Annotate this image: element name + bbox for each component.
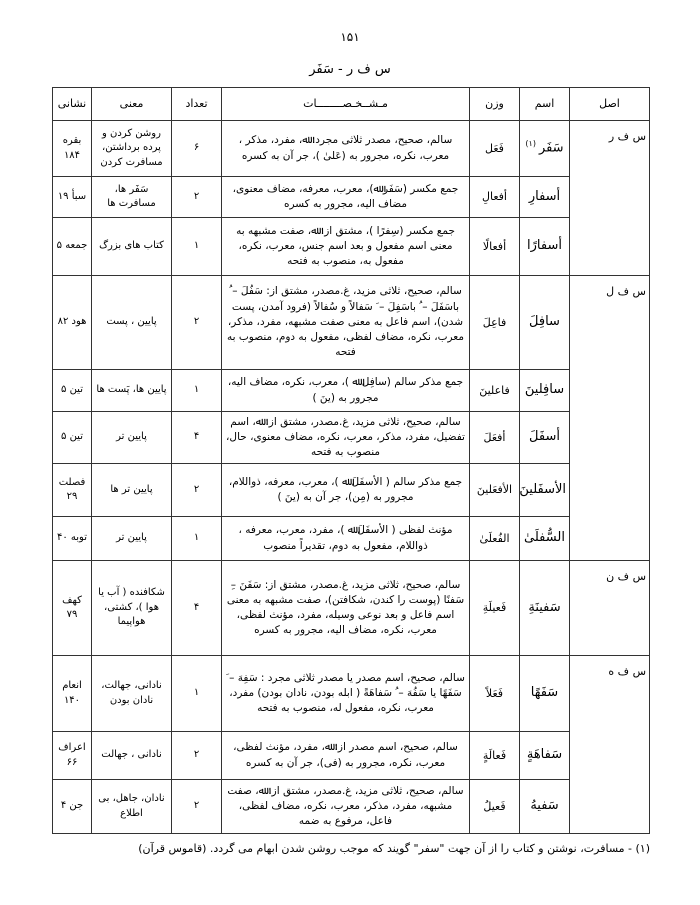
header-count: تعداد bbox=[172, 88, 222, 121]
page-number: ۱۵۱ bbox=[340, 30, 360, 44]
word-cell: سَفاهَةٍ bbox=[520, 732, 570, 780]
word-cell: سافِلینَ bbox=[520, 370, 570, 412]
description-cell: مؤنث لفظی ( الأسفَلَ ﷲ )، مفرد، معرب، معرفه ، ذواللام، مفعول به دوم، تقدیراً منصوب bbox=[222, 517, 470, 561]
table-row bbox=[53, 656, 650, 732]
table-row bbox=[53, 561, 650, 656]
table-row bbox=[53, 370, 650, 412]
pattern-cell: فَعَل bbox=[470, 121, 520, 177]
meaning-cell: روشن کردن و پرده برداشتن، مسافرت کردن bbox=[92, 121, 172, 177]
description-cell: سالم، صحیح، ثلاثی مزید، غ.مصدر، مشتق از: ﷲ، صفت مشبهه، مفرد، مذکر، معرب، نکره، مضاف لفظی، فاعل، مرفوع به ضمه bbox=[222, 780, 470, 834]
word-cell: سَفَهًا bbox=[520, 656, 570, 732]
lexicon-table bbox=[52, 87, 650, 834]
word-cell bbox=[520, 121, 570, 177]
meaning-cell: نادانی ، جهالت bbox=[92, 732, 172, 780]
meaning-cell: شکافنده ( آب یا هوا )، کشتی، هواپیما bbox=[92, 561, 172, 656]
root-cell: س ف ه bbox=[570, 656, 650, 834]
table-row bbox=[53, 464, 650, 517]
description-cell: جمع مکسر (سَفَر ﷲ)، معرب، معرفه، مضاف معنوی، مضاف الیه، مجرور به کسره bbox=[222, 177, 470, 218]
header-reference: نشانی bbox=[53, 88, 92, 121]
meaning-cell: سَفَر ها، مسافرت ها bbox=[92, 177, 172, 218]
word-cell: سافِلَ bbox=[520, 276, 570, 370]
header-meaning: معنی bbox=[92, 88, 172, 121]
table-row bbox=[53, 517, 650, 561]
reference-cell: تین ۵ bbox=[53, 412, 92, 464]
pattern-cell: الفُعلَیٰ bbox=[470, 517, 520, 561]
pattern-cell: أفعالًا bbox=[470, 218, 520, 276]
meaning-cell: پایین ، پست bbox=[92, 276, 172, 370]
word-cell: الأسفَلینَ bbox=[520, 464, 570, 517]
pattern-cell: فَعالَةٍ bbox=[470, 732, 520, 780]
meaning-cell: پایین تر bbox=[92, 517, 172, 561]
description-cell: جمع مکسر (سِفرًا )، مشتق از: ﷲ، صفت مشبهه به معنی اسم مفعول و بعد اسم جنس، معرب، نکره، مفعول به، منصوب به فتحه bbox=[222, 218, 470, 276]
count-cell: ۲ bbox=[172, 780, 222, 834]
pattern-cell: الأفعَلینَ bbox=[470, 464, 520, 517]
pattern-cell: فَعیلَةِ bbox=[470, 561, 520, 656]
root-cell: س ف ن bbox=[570, 561, 650, 656]
word-cell: السُّفلَیٰ bbox=[520, 517, 570, 561]
pattern-cell: فاعلینَ bbox=[470, 370, 520, 412]
table-row bbox=[53, 780, 650, 834]
reference-cell: جمعه ۵ bbox=[53, 218, 92, 276]
table-row bbox=[53, 218, 650, 276]
word-cell: أسفارًا bbox=[520, 218, 570, 276]
reference-cell: تین ۵ bbox=[53, 370, 92, 412]
meaning-cell: نادانی، جهالت، نادان بودن bbox=[92, 656, 172, 732]
header-row bbox=[53, 88, 650, 121]
count-cell: ۲ bbox=[172, 464, 222, 517]
header-description: مـشــخـصــــــــات bbox=[222, 88, 470, 121]
pattern-cell: فاعِلَ bbox=[470, 276, 520, 370]
reference-cell: فصلت ۲۹ bbox=[53, 464, 92, 517]
count-cell: ۱ bbox=[172, 656, 222, 732]
count-cell: ۱ bbox=[172, 370, 222, 412]
table-row bbox=[53, 412, 650, 464]
root-cell: س ف ل bbox=[570, 276, 650, 561]
reference-cell: توبه ۴۰ bbox=[53, 517, 92, 561]
meaning-cell: نادان، جاهل، بی اطلاع bbox=[92, 780, 172, 834]
count-cell: ۱ bbox=[172, 218, 222, 276]
header-pattern: وزن bbox=[470, 88, 520, 121]
meaning-cell: پایین ها، پَست ها bbox=[92, 370, 172, 412]
pattern-cell: أفعالِ bbox=[470, 177, 520, 218]
description-cell: سالم، صحیح، ثلاثی مزید، غ.مصدر، مشتق از: سَفَنَ –ِ سَفنًا (پوست را کندن، شکافتن)، صفت مشبهه به معنی اسم فاعل و بعد نوعی وسیله، مفرد، مؤنث لفظی، معرب، نکره، مضاف الیه، مجرور به کسره bbox=[222, 561, 470, 656]
description-cell: سالم، صحیح، ثلاثی مزید، غ.مصدر، مشتق از: سَفُلَ – ُ باسَفَلَ – ُ باسَفِلَ – َ سَفالاً و سُفالاً (فرود آمدن، پست شدن)، اسم فاعل به معنی صفت مشبهه، مفرد، مذکر، معرب، نکره، مضاف لفظی، مفعول به دوم، منصوب به فتحه bbox=[222, 276, 470, 370]
reference-cell: کهف ۷۹ bbox=[53, 561, 92, 656]
page-title: س ف ر - سَفَر bbox=[309, 62, 391, 77]
word-cell: سَفینَةِ bbox=[520, 561, 570, 656]
description-cell: سالم، صحیح، ثلاثی مزید، غ.مصدر، مشتق از: ﷲ، اسم تفضیل، مفرد، مذکر، معرب، نکره، مضاف معنوی، حال، منصوب به فتحه bbox=[222, 412, 470, 464]
count-cell: ۱ bbox=[172, 517, 222, 561]
table-row bbox=[53, 732, 650, 780]
reference-cell: انعام ۱۴۰ bbox=[53, 656, 92, 732]
footnote: (۱) - مسافرت، نوشتن و کتاب را از آن جهت "سفر" گویند که موجب روشن شدن ابهام می گردد. (قاموس قرآن) bbox=[138, 842, 650, 855]
description-cell: سالم، صحیح، اسم مصدر یا مصدر ثلاثی مجرد : سَفِهَ – َ سَفَهًا یا سَفُهَ – ُ سَفاهَةً ( ابله بودن، نادان بودن) مفرد، معرب، نکره، مفعول له، منصوب به فتحه bbox=[222, 656, 470, 732]
description-cell: جمع مذکر سالم ( الأسفَلَ ﷲ )، معرب، معرفه، ذواللام، مجرور به (مِن)، جر آن به (ینَ ) bbox=[222, 464, 470, 517]
word-cell: أسفَلَ bbox=[520, 412, 570, 464]
root-cell: س ف ر bbox=[570, 121, 650, 276]
reference-cell: هود ۸۲ bbox=[53, 276, 92, 370]
pattern-cell: فَعیلُ bbox=[470, 780, 520, 834]
count-cell: ۴ bbox=[172, 412, 222, 464]
reference-cell: سبأ ۱۹ bbox=[53, 177, 92, 218]
meaning-cell: پایین تر ها bbox=[92, 464, 172, 517]
description-cell: جمع مذکر سالم (سافِل ﷲ )، معرب، نکره، مضاف الیه، مجرور به (ینَ ) bbox=[222, 370, 470, 412]
reference-cell: اعراف ۶۶ bbox=[53, 732, 92, 780]
count-cell: ۲ bbox=[172, 177, 222, 218]
pattern-cell: أفعَلَ bbox=[470, 412, 520, 464]
description-cell: سالم، صحیح، مصدر ثلاثی مجرد: ﷲ، مفرد، مذکر ، معرب، نکره، مجرور به (عَلیٰ )، جر آن به کسره bbox=[222, 121, 470, 177]
table-row bbox=[53, 276, 650, 370]
word-cell: أسفارِ bbox=[520, 177, 570, 218]
header-word: اسم bbox=[520, 88, 570, 121]
count-cell: ۲ bbox=[172, 732, 222, 780]
meaning-cell: کتاب های بزرگ bbox=[92, 218, 172, 276]
header-root: اصل bbox=[570, 88, 650, 121]
count-cell: ۲ bbox=[172, 276, 222, 370]
word-text: سَفَر bbox=[538, 140, 564, 156]
reference-cell: بقره ۱۸۴ bbox=[53, 121, 92, 177]
table-row bbox=[53, 177, 650, 218]
pattern-cell: فَعَلاً bbox=[470, 656, 520, 732]
word-cell: سَفیهُ bbox=[520, 780, 570, 834]
count-cell: ۴ bbox=[172, 561, 222, 656]
description-cell: سالم، صحیح، اسم مصدر از: ﷲ، مفرد، مؤنث لفظی، معرب، نکره، مجرور به (فی)، جر آن به کسره bbox=[222, 732, 470, 780]
count-cell: ۶ bbox=[172, 121, 222, 177]
meaning-cell: پایین تر bbox=[92, 412, 172, 464]
table-row bbox=[53, 121, 650, 177]
reference-cell: جن ۴ bbox=[53, 780, 92, 834]
footnote-marker: (۱) bbox=[525, 139, 536, 149]
